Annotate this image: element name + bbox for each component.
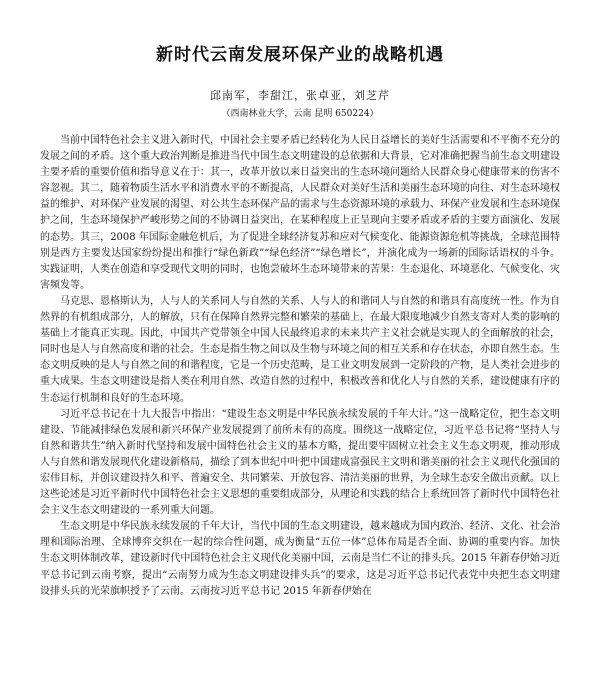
article-title: 新时代云南发展环保产业的战略机遇 — [156, 45, 444, 65]
article-body — [40, 133, 560, 600]
body-paragraph: 当前中国特色社会主义进入新时代，中国社会主要矛盾已经转化为人民日益增长的美好生活需要和不平衡不充分的发展之间的矛盾。这个重大政治判断是推进当代中国生态文明建设的总依据和大背景，它对准确把握当前生态文明建设主要矛盾的重要价值和指导意义在于：其一，改革开放以来日益突出的生态环境问题给人民群众身心健康带来的伤害不容忽视。其二，随着物质生活水平和消费水平的不断提高，人民群众对美好生活和美丽生态环境的向往、对生态环境权益的维护、对环保产业发展的渴望、对公共生态环保产品的需求与生态资源环境的承载力、环保产业发展和生态环境保护之间，生态环境保护严峻形势之间的不协调日益突出，在某种程度上正呈现向主要矛盾或矛盾的主要方面演化、发展的态势。其三，2008 年国际金融危机后，为了促进全球经济复苏和应对气候变化、能源资源危机等挑战，全球范围特别是西方主要发达国家纷纷提出和推行“绿色新政”“绿色经济”“绿色增长”，并演化成为一场新的国际话语权的斗争。实践证明，人类在创造和享受现代文明的同时，也饱尝破坏生态环境带来的苦果：生态退化、环境恶化、气候变化、灾害频发等。 — [40, 135, 560, 291]
authors: 邱南军，李甜江，张卓亚，刘芝芹 — [210, 89, 390, 102]
affiliation: （西南林业大学，云南 昆明 650224） — [221, 109, 379, 119]
body-paragraph: 生态文明是中华民族永续发展的千年大计，当代中国的生态文明建设，越来越成为国内政治、经济、文化、社会治理和国际治理、全球博弈交织在一起的综合性问题，成为衡量“五位一体”总体布局是否全面、协调的重要内容。加快生态文明体制改革，建设新时代中国特色社会主义现代化美丽中国，云南是当仁不让的排头兵。2015 年新春伊始习近平总书记到云南考察，提出“云南努力成为生态文明建设排头兵”的要求，这是习近平总书记代表党中央把生态文明建设排头兵的光荣旗帜授予了云南。云南按习近平总书记 2015 年新春伊始在 — [40, 521, 560, 597]
body-paragraph: 马克思、恩格斯认为，人与人的关系同人与自然的关系、人与人的和谐同人与自然的和谐具有高度统一性。作为自然界的有机组成部分，人的解放，只有在保障自然界完整和繁荣的基础上，在最大限度地减少自然支寄对人类的影响的基础上才能真正实现。因此，中国共产党带领全中国人民最终追求的未来共产主义社会就是实现人的全面解放的社会，同时也是人与自然高度和谐的社会。生态是指生物之间以及生物与环境之间的相互关系和存在状态，亦即自然生态。生态文明反映的是人与自然之间的和谐程度，它是一个历史范畴，是工业文明发展到一定阶段的产物，是人类社会进步的重大成果。生态文明建设是指人类在利用自然、改造自然的过程中，积极改善和优化人与自然的关系，建设健康有序的生态运行机制和良好的生态环境。 — [40, 295, 560, 404]
body-paragraph: 习近平总书记在十九大报告中指出：“建设生态文明是中华民族永续发展的千年大计。”这一战略定位，把生态文明建设、节能减排绿色发展和新兴环保产业发展提到了前所未有的高度。围绕这一战略定位，习近平总书记将“坚持人与自然和谐共生”纳入新时代坚持和发展中国特色社会主义的基本方略，提出要牢固树立社会主义生态文明观，推动形成人与自然和谐发展现代化建设新格局，描绘了到本世纪中叶把中国建成富强民主文明和谐美丽的社会主义现代化强国的宏伟目标，并创议建设持久和平、普遍安全、共同繁荣、开放包容、清洁美丽的世界，为全球生态安全做出贡献。以上这些论述是习近平新时代中国特色社会主义思想的重要组成部分，从理论和实践的结合上系统回答了新时代中国特色社会主义生态文明建设的一系列重大问题。 — [40, 408, 560, 517]
